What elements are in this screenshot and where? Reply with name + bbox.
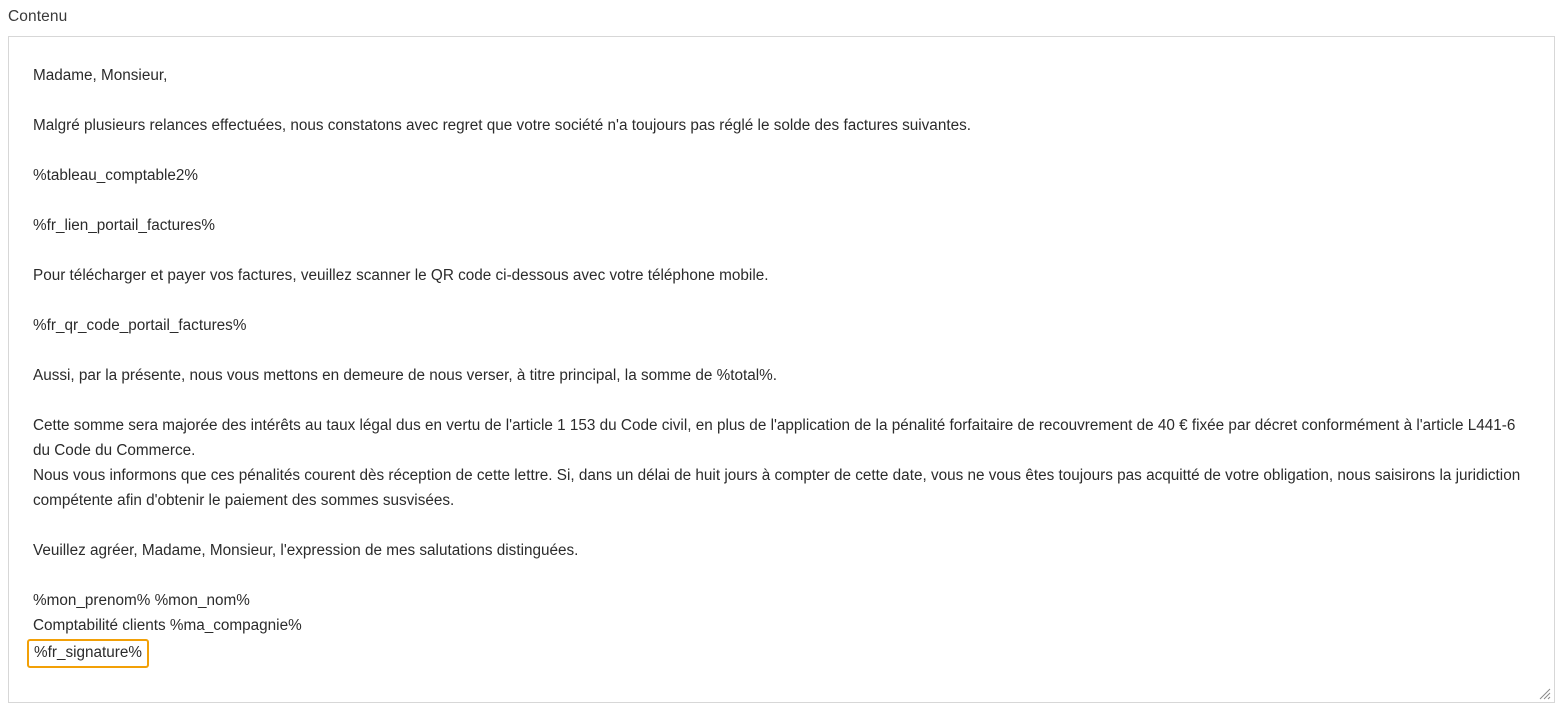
paragraph-interets-legaux: Cette somme sera majorée des intérêts au taux légal dus en vertu de l'article 1 153 du Code civil, en plus de l'application de la pénalité forfaitaire de recouvrement de 40 € fixée par décret conformément à l'article L441-6 du Code du Commerce. — [33, 417, 1520, 459]
content-textarea[interactable] — [8, 36, 1555, 703]
token-fr-signature-highlighted[interactable]: %fr_signature% — [27, 639, 149, 668]
signature-department: Comptabilité clients %ma_compagnie% — [33, 617, 302, 634]
paragraph-reminder: Malgré plusieurs relances effectuées, nous constatons avec regret que votre société n'a toujours pas réglé le solde des factures suivantes. — [33, 117, 971, 134]
token-qr-code-portail-factures: %fr_qr_code_portail_factures% — [33, 317, 247, 334]
resize-grip-icon[interactable] — [1537, 686, 1551, 700]
paragraph-qr-instructions: Pour télécharger et payer vos factures, veuillez scanner le QR code ci-dessous avec votre téléphone mobile. — [33, 267, 769, 284]
token-lien-portail-factures: %fr_lien_portail_factures% — [33, 217, 215, 234]
token-tableau-comptable: %tableau_comptable2% — [33, 167, 198, 184]
paragraph-mise-en-demeure: Aussi, par la présente, nous vous mettons en demeure de nous verser, à titre principal, la somme de %total%. — [33, 367, 777, 384]
paragraph-salutation: Madame, Monsieur, — [33, 67, 168, 84]
paragraph-penalites-delai: Nous vous informons que ces pénalités courent dès réception de cette lettre. Si, dans un délai de huit jours à compter de cette date, vous ne vous êtes toujours pas acquitté de votre obligation, nous saisirons la juridiction compétente afin d'obtenir le paiement des sommes susvisées. — [33, 467, 1525, 509]
content-field-label: Contenu — [8, 8, 68, 25]
signature-name: %mon_prenom% %mon_nom% — [33, 592, 250, 609]
signature-block — [33, 588, 1530, 668]
content-body[interactable] — [9, 37, 1554, 668]
paragraph-closing: Veuillez agréer, Madame, Monsieur, l'expression de mes salutations distinguées. — [33, 542, 579, 559]
signature-token-line — [33, 638, 1530, 668]
